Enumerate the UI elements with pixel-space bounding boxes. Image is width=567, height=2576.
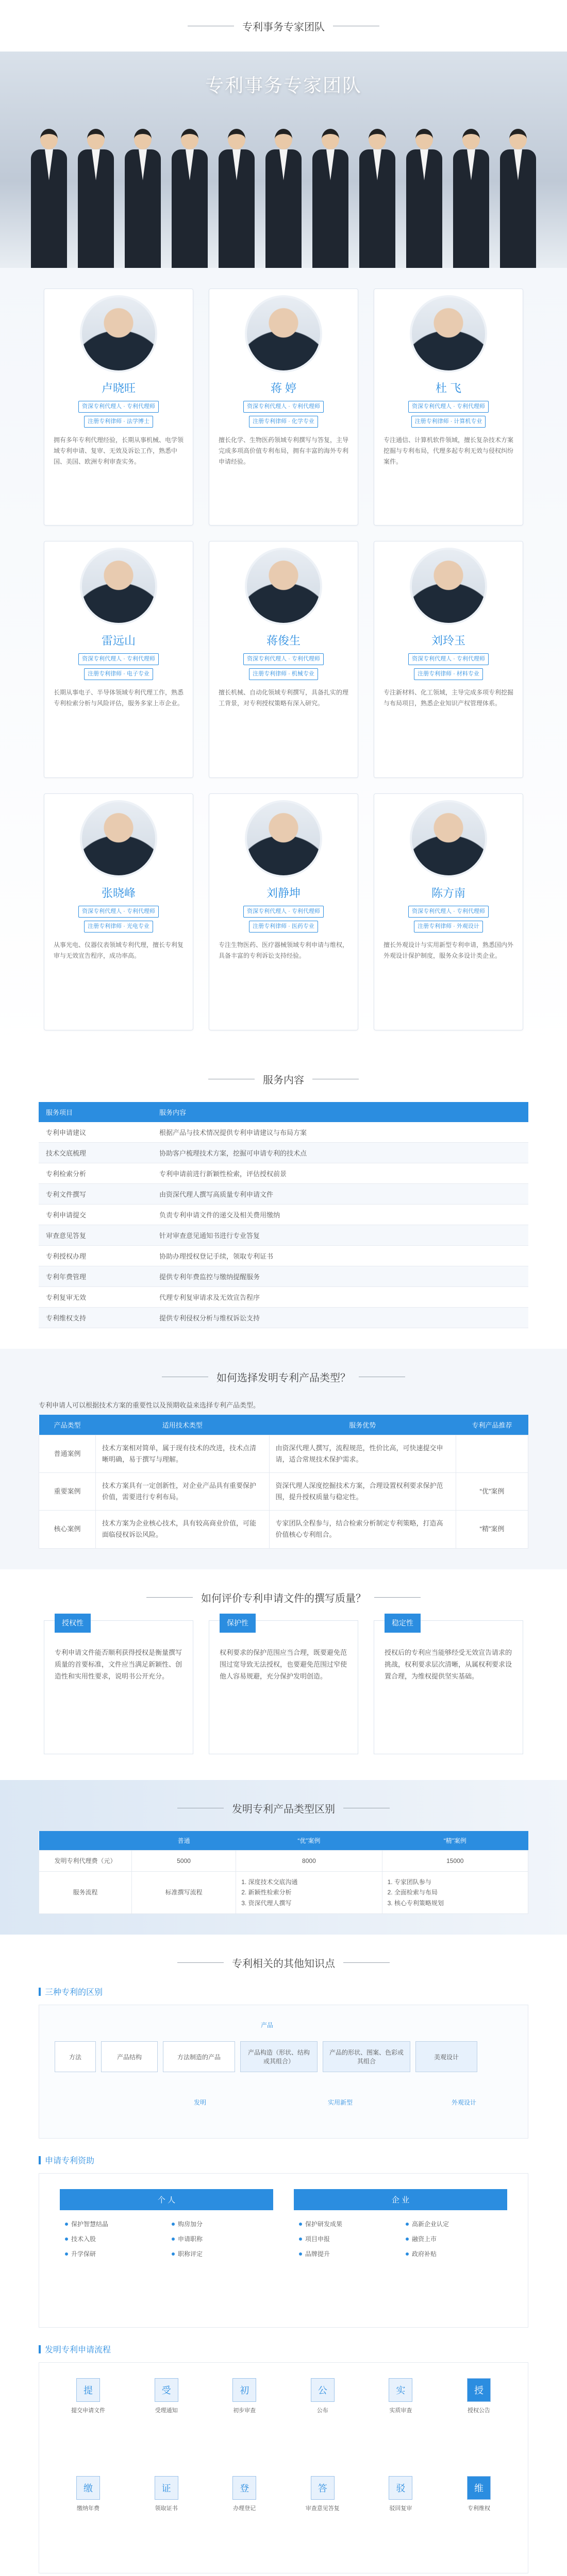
team-member-figure: [359, 129, 395, 268]
table-row: [39, 1163, 528, 1184]
team-member-figure: [78, 129, 114, 268]
fund-item: 融资上市: [406, 2234, 502, 2243]
expert-desc: 擅长外观设计与实用新型专利申请，熟悉国内外外观设计保护制度，服务众多设计类企业。: [383, 941, 514, 959]
table-cell: 专利复审无效: [39, 1287, 152, 1308]
table-cell: 提供专利侵权分析与维权诉讼支持: [152, 1308, 528, 1328]
step-icon: 登: [232, 2476, 256, 2500]
table-cell: 专家团队全程参与，结合检索分析制定专利策略，打造高价值核心专利组合。: [269, 1511, 456, 1548]
fund-item: 品牌提升: [299, 2249, 395, 2258]
expert-desc: 专注生物医药、医疗器械领域专利申请与维权，具备丰富的专利诉讼支持经验。: [219, 941, 349, 959]
expert-desc: 从事光电、仪器仪表领域专利代理，擅长专利复审与无效宣告程序，成功率高。: [54, 941, 184, 959]
table-cell: 专利申请前进行新颖性检索，评估授权前景: [152, 1163, 528, 1184]
steps-row: [49, 2476, 518, 2512]
expert-tag: 注册专利律师 · 光电专业: [84, 921, 153, 933]
table-cell: 协助客户梳理技术方案，挖掘可申请专利的技术点: [152, 1143, 528, 1163]
table-row: [39, 1143, 528, 1163]
avatar: [80, 548, 157, 625]
table-header: 普通: [132, 1831, 236, 1851]
fund-col-personal: [60, 2189, 273, 2312]
table-cell: 代理专利复审请求及无效宣告程序: [152, 1287, 528, 1308]
table-header: 适用技术类型: [96, 1415, 270, 1435]
table-row: [39, 1850, 528, 1871]
table-row: [39, 1205, 528, 1225]
table-header: “优”案例: [236, 1831, 382, 1851]
divider: [146, 1597, 193, 1598]
table-cell: 8000: [236, 1850, 382, 1871]
step-item: [451, 2378, 507, 2414]
table-row: [39, 1473, 528, 1511]
expert-card[interactable]: [374, 289, 523, 526]
expert-tag: 资深专利代理人 · 专利代理师: [78, 906, 159, 918]
quality-text: 权利要求的保护范围应当合理，既要避免范围过宽导致无法授权，也要避免范围过窄使他人容易规避，充分保护发明创造。: [220, 1648, 347, 1681]
diff-cell: 方法: [55, 2041, 96, 2072]
avatar: [245, 295, 322, 372]
fund-item: 政府补贴: [406, 2249, 502, 2258]
step-icon: 证: [155, 2476, 178, 2500]
table-cell: 专利文件撰写: [39, 1184, 152, 1205]
team-member-figure: [312, 129, 348, 268]
table-cell: 专利申请提交: [39, 1205, 152, 1225]
expert-tag: 资深专利代理人 · 专利代理师: [243, 401, 324, 413]
title-bar: [39, 2345, 41, 2353]
step-label: 审查意见答复: [305, 2505, 340, 2512]
step-label: 实质审查: [389, 2408, 412, 2414]
fund-item: 保护智慧结晶: [65, 2219, 161, 2228]
fee-section: [0, 1780, 567, 1935]
table-cell: 5000: [132, 1850, 236, 1871]
expert-tag: 注册专利律师 · 化学专业: [249, 416, 318, 428]
table-header: 服务优势: [269, 1415, 456, 1435]
service-section: [0, 1056, 567, 1349]
steps-row: [49, 2378, 518, 2414]
table-cell: 服务流程: [39, 1871, 132, 1913]
step-item: [451, 2476, 507, 2512]
table-cell: 审查意见答复: [39, 1225, 152, 1246]
step-icon: 缴: [76, 2476, 100, 2500]
table-header: 专利产品推荐: [456, 1415, 528, 1435]
divider: [374, 1597, 421, 1598]
avatar: [410, 548, 487, 625]
table-cell: 专利年费管理: [39, 1266, 152, 1287]
step-item: [138, 2378, 195, 2414]
table-row: [39, 1246, 528, 1266]
patent-diff-diagram: [39, 2005, 528, 2139]
diff-cell: 产品构造（形状、结构或其组合）: [240, 2041, 318, 2072]
expert-card[interactable]: [209, 541, 358, 778]
expert-name: 陈方南: [431, 887, 465, 900]
expert-tag: 注册专利律师 · 医药专业: [249, 921, 318, 933]
team-photo: [31, 113, 536, 268]
expert-tag: 资深专利代理人 · 专利代理师: [243, 906, 324, 918]
table-row: [39, 1435, 528, 1473]
table-cell: 协助办理授权登记手续，领取专利证书: [152, 1246, 528, 1266]
step-icon: 维: [467, 2476, 491, 2500]
quality-cards: [0, 1620, 567, 1754]
table-cell: 技术交底梳理: [39, 1143, 152, 1163]
fund-box: [39, 2173, 528, 2328]
expert-tag: 资深专利代理人 · 专利代理师: [78, 401, 159, 413]
table-cell: 负责专利申请文件的递交及相关费用缴纳: [152, 1205, 528, 1225]
expert-grid: [0, 289, 567, 1056]
avatar: [245, 800, 322, 877]
table-cell: 1. 深度技术交底沟通 2. 新颖性检索分析 3. 资深代理人撰写: [236, 1871, 382, 1913]
table-row: [39, 1511, 528, 1548]
team-member-figure: [31, 129, 67, 268]
expert-name: 杜 飞: [435, 382, 462, 395]
choose-table: [39, 1415, 528, 1549]
expert-name: 张晓峰: [101, 887, 136, 900]
section-title: [0, 1369, 567, 1384]
expert-tag: 注册专利律师 · 法学博士: [84, 416, 153, 428]
table-cell: [456, 1435, 528, 1473]
step-label: 提交申请文件: [71, 2408, 105, 2414]
choose-title: 如何选择发明专利产品类型？: [216, 1372, 351, 1384]
table-row: [39, 1266, 528, 1287]
expert-desc: 专注新材料、化工领域，主导完成多项专利挖掘与布局项目，熟悉企业知识产权管理体系。: [383, 688, 514, 707]
expert-name: 雷远山: [101, 634, 136, 647]
subsection-title: [39, 2343, 528, 2355]
step-label: 缴纳年费: [77, 2505, 99, 2512]
section-title: [0, 1590, 567, 1605]
fund-item: 购房加分: [172, 2219, 268, 2228]
page-section-title: [188, 19, 379, 33]
fund-col-enterprise: [294, 2189, 507, 2312]
avatar: [410, 295, 487, 372]
divider: [177, 1962, 224, 1963]
table-cell: 15000: [382, 1850, 528, 1871]
expert-desc: 长期从事电子、半导体领域专利代理工作，熟悉专利检索分析与风险评估，服务多家上市企业。: [54, 688, 184, 707]
service-table: [39, 1102, 528, 1328]
table-cell: “优”案例: [456, 1473, 528, 1511]
banner-title: 专利事务专家团队: [205, 75, 362, 96]
diff-cell: 方法制造的产品: [163, 2041, 235, 2072]
steps-title: 发明专利申请流程: [45, 2346, 111, 2355]
step-item: [216, 2476, 273, 2512]
fund-item: 保护研发成果: [299, 2219, 395, 2228]
title-bar: [39, 2156, 41, 2164]
expert-card[interactable]: [209, 289, 358, 526]
fund-item: 高新企业认定: [406, 2219, 502, 2228]
table-cell: 重要案例: [39, 1473, 96, 1511]
expert-desc: 拥有多年专利代理经验，长期从事机械、电学领域专利申请、复审、无效及诉讼工作，熟悉中国、美国、欧洲专利审查实务。: [54, 436, 184, 465]
subsection-title: [39, 2154, 528, 2166]
table-header: “精”案例: [382, 1831, 528, 1851]
diff-flow: [55, 2041, 477, 2072]
table-cell: 核心案例: [39, 1511, 96, 1548]
step-item: [216, 2378, 273, 2414]
table-cell: “精”案例: [456, 1511, 528, 1548]
title-bar: [39, 1988, 41, 1996]
team-member-figure: [125, 129, 161, 268]
step-item: [294, 2476, 351, 2512]
expert-card[interactable]: [44, 541, 193, 778]
table-cell: 技术方案具有一定创新性，对企业产品具有重要保护价值，需要进行专利布局。: [96, 1473, 270, 1511]
step-item: [372, 2476, 429, 2512]
team-member-figure: [500, 129, 536, 268]
table-row: [39, 1871, 528, 1913]
expert-card[interactable]: [374, 541, 523, 778]
experts-section: [0, 268, 567, 1056]
expert-desc: 擅长化学、生物医药领域专利撰写与答复，主导完成多项高价值专利布局，拥有丰富的海外专利申请经验。: [219, 436, 349, 465]
table-row: [39, 1122, 528, 1143]
fund-title: 申请专利资助: [45, 2157, 95, 2166]
table-cell: 技术方案相对简单，属于现有技术的改进，技术点清晰明确，易于撰写与理解。: [96, 1435, 270, 1473]
team-member-figure: [172, 129, 208, 268]
choose-intro: 专利申请人可以根据技术方案的重要性以及预期收益来选择专利产品类型。: [39, 1401, 260, 1409]
top-header: [0, 0, 567, 52]
table-cell: 由资深代理人撰写高质量专利申请文件: [152, 1184, 528, 1205]
diff-label-design: 外观设计: [452, 2099, 477, 2107]
expert-tag: 注册专利律师 · 电子专业: [84, 668, 153, 680]
expert-tag: 注册专利律师 · 材料专业: [414, 668, 483, 680]
quality-text: 专利申请文件能否顺利获得授权是衡量撰写质量的首要标准，文件应当满足新颖性、创造性和实用性要求，说明书公开充分。: [55, 1648, 182, 1681]
other-section: [0, 1935, 567, 2576]
table-cell: 专利申请建议: [39, 1122, 152, 1143]
table-row: [39, 1184, 528, 1205]
table-header: 服务内容: [152, 1102, 528, 1122]
step-item: [60, 2476, 116, 2512]
diff-title: 三种专利的区别: [45, 1988, 103, 1997]
expert-card[interactable]: [44, 793, 193, 1030]
team-member-figure: [219, 129, 255, 268]
expert-name: 刘静坤: [266, 887, 301, 900]
table-cell: 根据产品与技术情况提供专利申请建议与布局方案: [152, 1122, 528, 1143]
subsection-title: [39, 1986, 528, 1997]
table-cell: 技术方案为企业核心技术，具有较高商业价值，可能面临侵权诉讼风险。: [96, 1511, 270, 1548]
table-header: 产品类型: [39, 1415, 96, 1435]
quality-section: [0, 1569, 567, 1780]
diff-label-product: 产品: [261, 2022, 274, 2029]
quality-label: 保护性: [220, 1614, 256, 1633]
expert-card[interactable]: [209, 793, 358, 1030]
team-member-figure: [406, 129, 442, 268]
expert-name: 卢晓旺: [101, 382, 136, 395]
table-row: [39, 1287, 528, 1308]
step-label: 办理登记: [233, 2505, 256, 2512]
quality-label: 授权性: [55, 1614, 91, 1633]
table-cell: 由资深代理人撰写，流程规范，性价比高，可快速提交申请，适合常规技术保护需求。: [269, 1435, 456, 1473]
fund-header: 个 人: [60, 2189, 273, 2210]
expert-name: 蒋俊生: [266, 634, 301, 647]
fund-item: 技术入股: [65, 2234, 161, 2243]
section-title: [0, 1801, 567, 1816]
step-item: [294, 2378, 351, 2414]
fee-title: 发明专利产品类型区别: [232, 1803, 335, 1815]
steps-flow: [39, 2362, 528, 2573]
expert-name: 蒋 婷: [270, 382, 297, 395]
fund-item: 职称评定: [172, 2249, 268, 2258]
expert-tag: 注册专利律师 · 外观设计: [414, 921, 483, 933]
avatar: [410, 800, 487, 877]
table-cell: 资深代理人深度挖掘技术方案，合理设置权利要求保护范围，提升授权质量与稳定性。: [269, 1473, 456, 1511]
table-cell: 标准撰写流程: [132, 1871, 236, 1913]
expert-tag: 资深专利代理人 · 专利代理师: [243, 653, 324, 665]
fund-header: 企 业: [294, 2189, 507, 2210]
diff-cell: 美观设计: [415, 2041, 477, 2072]
quality-card: [209, 1620, 358, 1754]
table-cell: 发明专利代理费（元）: [39, 1850, 132, 1871]
step-icon: 答: [311, 2476, 335, 2500]
section-title: [0, 1955, 567, 1970]
step-label: 初步审查: [233, 2408, 256, 2414]
diff-cell: 产品的形状、图案、色彩或其组合: [323, 2041, 410, 2072]
team-member-figure: [265, 129, 302, 268]
quality-label: 稳定性: [385, 1614, 421, 1633]
quality-text: 授权后的专利应当能够经受无效宣告请求的挑战，权利要求层次清晰，从属权利要求设置合理，为维权提供坚实基础。: [385, 1648, 512, 1681]
expert-name: 刘玲玉: [431, 634, 465, 647]
diff-label-utility: 实用新型: [328, 2099, 353, 2107]
team-member-figure: [453, 129, 489, 268]
expert-desc: 擅长机械、自动化领域专利撰写，具备扎实的理工背景，对专利授权策略有深入研究。: [219, 688, 349, 707]
avatar: [245, 548, 322, 625]
other-title: 专利相关的其他知识点: [232, 1958, 335, 1970]
step-item: [138, 2476, 195, 2512]
fund-item: 申请职称: [172, 2234, 268, 2243]
table-header: 服务项目: [39, 1102, 152, 1122]
expert-tag: 资深专利代理人 · 专利代理师: [408, 906, 489, 918]
step-icon: 初: [232, 2378, 256, 2402]
table-row: [39, 1225, 528, 1246]
fund-item: 升学保研: [65, 2249, 161, 2258]
step-label: 受理通知: [155, 2408, 178, 2414]
table-cell: 专利检索分析: [39, 1163, 152, 1184]
table-cell: 针对审查意见通知书进行专业答复: [152, 1225, 528, 1246]
table-cell: 1. 专家团队参与 2. 全面检索与布局 3. 核心专利策略规划: [382, 1871, 528, 1913]
expert-desc: 专注通信、计算机软件领域，擅长复杂技术方案挖掘与专利布局，代理多起专利无效与侵权纠纷案件。: [383, 436, 514, 465]
step-label: 授权公告: [467, 2408, 490, 2414]
table-cell: 专利授权办理: [39, 1246, 152, 1266]
quality-card: [44, 1620, 193, 1754]
step-item: [60, 2378, 116, 2414]
divider: [343, 1962, 390, 1963]
diff-label-invention: 发明: [194, 2099, 207, 2107]
quality-title: 如何评价专利申请文件的撰写质量？: [201, 1592, 366, 1604]
section-title: [0, 1072, 567, 1087]
step-icon: 受: [155, 2378, 178, 2402]
expert-tag: 资深专利代理人 · 专利代理师: [408, 653, 489, 665]
expert-tag: 资深专利代理人 · 专利代理师: [408, 401, 489, 413]
expert-card[interactable]: [374, 793, 523, 1030]
table-header: [39, 1831, 132, 1851]
expert-card[interactable]: [44, 289, 193, 526]
avatar: [80, 800, 157, 877]
step-label: 领取证书: [155, 2505, 178, 2512]
quality-card: [374, 1620, 523, 1754]
step-label: 专利维权: [467, 2505, 490, 2512]
diff-cell: 产品结构: [101, 2041, 158, 2072]
expert-tag: 注册专利律师 · 计算机专业: [411, 416, 486, 428]
step-icon: 公: [311, 2378, 335, 2402]
table-cell: 专利维权支持: [39, 1308, 152, 1328]
table-row: [39, 1308, 528, 1328]
step-icon: 实: [389, 2378, 412, 2402]
step-icon: 授: [467, 2378, 491, 2402]
table-cell: 提供专利年费监控与缴纳提醒服务: [152, 1266, 528, 1287]
fee-table: [39, 1831, 528, 1914]
step-icon: 驳: [389, 2476, 412, 2500]
step-label: 公布: [316, 2408, 328, 2414]
avatar: [80, 295, 157, 372]
page-title: 专利事务专家团队: [242, 21, 325, 33]
choose-section: [0, 1349, 567, 1569]
expert-tag: 注册专利律师 · 机械专业: [249, 668, 318, 680]
step-item: [372, 2378, 429, 2414]
step-label: 驳回复审: [389, 2505, 412, 2512]
expert-tag: 资深专利代理人 · 专利代理师: [78, 653, 159, 665]
service-title: 服务内容: [263, 1075, 304, 1086]
table-cell: 普通案例: [39, 1435, 96, 1473]
fund-item: 项目申报: [299, 2234, 395, 2243]
team-banner: [0, 52, 567, 268]
step-icon: 提: [76, 2378, 100, 2402]
